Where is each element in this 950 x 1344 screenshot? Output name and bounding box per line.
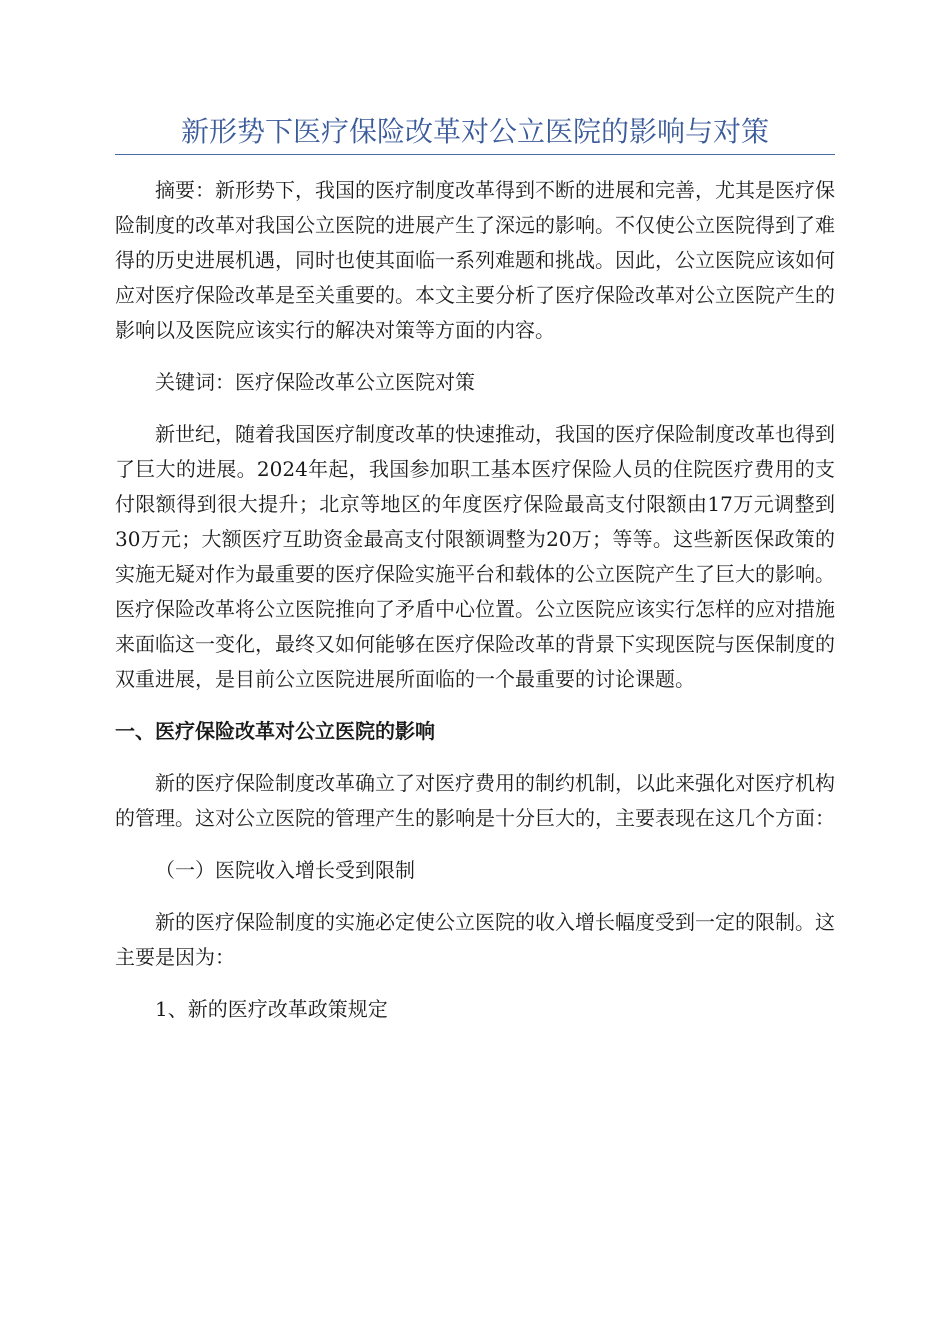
section-paragraph: 新的医疗保险制度改革确立了对医疗费用的制约机制，以此来强化对医疗机构的管理。这对公立医院的管理产生的影响是十分巨大的，主要表现在这几个方面： xyxy=(115,771,835,830)
abstract-paragraph: 摘要：新形势下，我国的医疗制度改革得到不断的进展和完善，尤其是医疗保险制度的改革对我国公立医院的进展产生了深远的影响。不仅使公立医院得到了难得的历史进展机遇，同时也使其面临一系列难题和挑战。因此，公立医院应该如何应对医疗保险改革是至关重要的。本文主要分析了医疗保险改革对公立医院产生的影响以及医院应该实行的解决对策等方面的内容。 xyxy=(115,178,835,342)
subsection-heading: （一）医院收入增长受到限制 xyxy=(155,858,415,882)
title-underline xyxy=(115,154,835,155)
document-title: 新形势下医疗保险改革对公立医院的影响与对策 xyxy=(180,115,769,148)
document-body xyxy=(115,173,835,1044)
list-item: 1、新的医疗改革政策规定 xyxy=(155,997,388,1021)
section-heading: 一、医疗保险改革对公立医院的影响 xyxy=(115,719,435,743)
keywords-paragraph: 关键词：医疗保险改革公立医院对策 xyxy=(155,370,475,394)
subsection-paragraph: 新的医疗保险制度的实施必定使公立医院的收入增长幅度受到一定的限制。这主要是因为： xyxy=(115,910,835,969)
intro-paragraph: 新世纪，随着我国医疗制度改革的快速推动，我国的医疗保险制度改革也得到了巨大的进展。2024年起，我国参加职工基本医疗保险人员的住院医疗费用的支付限额得到很大提升；北京等地区的年度医疗保险最高支付限额由17万元调整到30万元；大额医疗互助资金最高支付限额调整为20万；等等。这些新医保政策的实施无疑对作为最重要的医疗保险实施平台和载体的公立医院产生了巨大的影响。医疗保险改革将公立医院推向了矛盾中心位置。公立医院应该实行怎样的应对措施来面临这一变化，最终又如何能够在医疗保险改革的背景下实现医院与医保制度的双重进展，是目前公立医院进展所面临的一个最重要的讨论课题。 xyxy=(115,422,835,691)
